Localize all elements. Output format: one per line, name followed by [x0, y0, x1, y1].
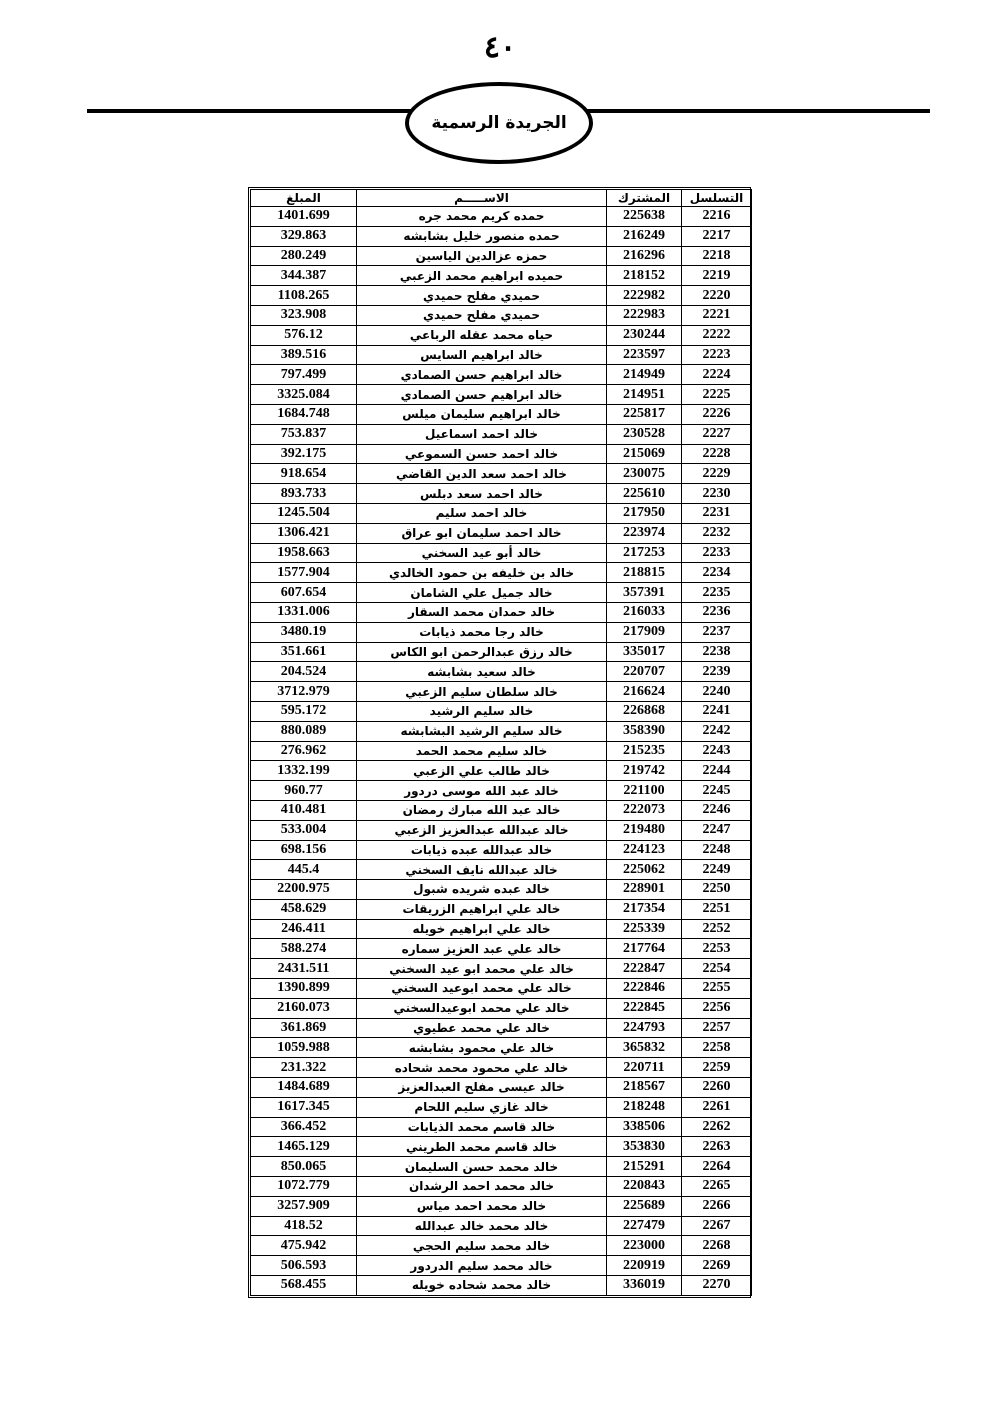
table-row [251, 919, 752, 939]
cell-serial: 2258 [682, 1038, 752, 1058]
table-row [251, 701, 752, 721]
table-row [251, 840, 752, 860]
table-row [251, 523, 752, 543]
payments-table [250, 189, 752, 1296]
cell-name: خالد عيسى مفلح العبدالعزيز [357, 1078, 607, 1098]
cell-subscriber: 223597 [607, 345, 682, 365]
cell-amount: 3712.979 [251, 682, 357, 702]
cell-name: خالد محمد حسن السليمان [357, 1157, 607, 1177]
cell-serial: 2262 [682, 1117, 752, 1137]
cell-name: خالد علي محمد ابوعيدالسخني [357, 998, 607, 1018]
cell-amount: 3257.909 [251, 1196, 357, 1216]
cell-subscriber: 218815 [607, 563, 682, 583]
cell-amount: 1465.129 [251, 1137, 357, 1157]
cell-subscriber: 218152 [607, 266, 682, 286]
cell-serial: 2248 [682, 840, 752, 860]
cell-subscriber: 223000 [607, 1236, 682, 1256]
cell-subscriber: 215291 [607, 1157, 682, 1177]
cell-serial: 2268 [682, 1236, 752, 1256]
cell-amount: 568.455 [251, 1276, 357, 1296]
cell-amount: 344.387 [251, 266, 357, 286]
cell-name: خالد علي محمد ابو عيد السخني [357, 959, 607, 979]
cell-amount: 595.172 [251, 701, 357, 721]
cell-serial: 2252 [682, 919, 752, 939]
cell-name: خالد غازي سليم اللحام [357, 1097, 607, 1117]
cell-amount: 1108.265 [251, 286, 357, 306]
cell-serial: 2230 [682, 484, 752, 504]
cell-serial: 2259 [682, 1058, 752, 1078]
cell-name: خالد عبده شريده شبول [357, 880, 607, 900]
cell-serial: 2265 [682, 1177, 752, 1197]
cell-amount: 1577.904 [251, 563, 357, 583]
cell-name: خالد سعيد بشابشه [357, 662, 607, 682]
cell-amount: 960.77 [251, 781, 357, 801]
cell-name: خالد احمد سعد دبلس [357, 484, 607, 504]
table-row [251, 721, 752, 741]
cell-amount: 231.322 [251, 1058, 357, 1078]
cell-subscriber: 215235 [607, 741, 682, 761]
cell-name: خالد بن خليفه بن حمود الخالدي [357, 563, 607, 583]
cell-amount: 850.065 [251, 1157, 357, 1177]
table-row [251, 642, 752, 662]
cell-amount: 323.908 [251, 305, 357, 325]
cell-name: خالد محمد احمد الرشدان [357, 1177, 607, 1197]
cell-name: خالد علي محمود محمد شحاده [357, 1058, 607, 1078]
table-row [251, 503, 752, 523]
table-row [251, 602, 752, 622]
cell-serial: 2254 [682, 959, 752, 979]
table-row [251, 899, 752, 919]
cell-serial: 2228 [682, 444, 752, 464]
cell-serial: 2249 [682, 860, 752, 880]
table-row [251, 1276, 752, 1296]
cell-serial: 2222 [682, 325, 752, 345]
table-row [251, 325, 752, 345]
cell-name: خالد محمد خالد عبدالله [357, 1216, 607, 1236]
cell-name: خالد احمد حسن السموعي [357, 444, 607, 464]
table-row [251, 484, 752, 504]
cell-name: خالد محمد شحاده خويله [357, 1276, 607, 1296]
cell-amount: 753.837 [251, 424, 357, 444]
cell-subscriber: 222845 [607, 998, 682, 1018]
cell-name: خالد ابراهيم سليمان ميلس [357, 404, 607, 424]
cell-name: حياه محمد عقله الرباعي [357, 325, 607, 345]
table-row [251, 345, 752, 365]
cell-amount: 1306.421 [251, 523, 357, 543]
table-row [251, 266, 752, 286]
cell-amount: 1059.988 [251, 1038, 357, 1058]
table-row [251, 959, 752, 979]
cell-subscriber: 225062 [607, 860, 682, 880]
cell-subscriber: 219742 [607, 761, 682, 781]
cell-name: خالد عبد الله مبارك رمضان [357, 800, 607, 820]
cell-subscriber: 216624 [607, 682, 682, 702]
table-row [251, 365, 752, 385]
cell-subscriber: 220919 [607, 1256, 682, 1276]
table-row [251, 226, 752, 246]
cell-serial: 2264 [682, 1157, 752, 1177]
cell-amount: 1617.345 [251, 1097, 357, 1117]
cell-subscriber: 217764 [607, 939, 682, 959]
cell-name: خالد جميل علي الشامان [357, 583, 607, 603]
cell-amount: 3480.19 [251, 622, 357, 642]
cell-serial: 2221 [682, 305, 752, 325]
table-row [251, 286, 752, 306]
table-row [251, 622, 752, 642]
cell-amount: 361.869 [251, 1018, 357, 1038]
cell-subscriber: 222847 [607, 959, 682, 979]
cell-subscriber: 335017 [607, 642, 682, 662]
cell-serial: 2217 [682, 226, 752, 246]
table-row [251, 444, 752, 464]
table-row [251, 741, 752, 761]
cell-name: خالد عبدالله نايف السخني [357, 860, 607, 880]
cell-serial: 2227 [682, 424, 752, 444]
cell-subscriber: 215069 [607, 444, 682, 464]
gazette-title: الجريدة الرسمية [431, 113, 567, 133]
table-row [251, 207, 752, 227]
cell-name: حميده ابراهيم محمد الزعبي [357, 266, 607, 286]
cell-serial: 2219 [682, 266, 752, 286]
cell-serial: 2240 [682, 682, 752, 702]
cell-name: خالد رزق عبدالرحمن ابو الكاس [357, 642, 607, 662]
cell-subscriber: 357391 [607, 583, 682, 603]
table-row [251, 781, 752, 801]
cell-amount: 366.452 [251, 1117, 357, 1137]
cell-subscriber: 227479 [607, 1216, 682, 1236]
cell-amount: 389.516 [251, 345, 357, 365]
table-row [251, 1097, 752, 1117]
cell-subscriber: 224793 [607, 1018, 682, 1038]
cell-subscriber: 220711 [607, 1058, 682, 1078]
cell-subscriber: 225610 [607, 484, 682, 504]
table-row [251, 563, 752, 583]
cell-serial: 2229 [682, 464, 752, 484]
cell-name: خالد سلطان سليم الزعبي [357, 682, 607, 702]
cell-name: خالد سليم الرشيد [357, 701, 607, 721]
table-row [251, 464, 752, 484]
table-row [251, 1117, 752, 1137]
table-row [251, 1038, 752, 1058]
table-row [251, 385, 752, 405]
cell-name: خالد أبو عيد السخني [357, 543, 607, 563]
cell-name: خالد احمد سليم [357, 503, 607, 523]
cell-subscriber: 230244 [607, 325, 682, 345]
cell-serial: 2223 [682, 345, 752, 365]
cell-name: حمده منصور خليل بشابشه [357, 226, 607, 246]
cell-amount: 893.733 [251, 484, 357, 504]
cell-amount: 797.499 [251, 365, 357, 385]
cell-subscriber: 225817 [607, 404, 682, 424]
cell-serial: 2226 [682, 404, 752, 424]
table-row [251, 662, 752, 682]
cell-name: خالد سليم الرشيد البشابشه [357, 721, 607, 741]
table-row [251, 1196, 752, 1216]
cell-subscriber: 216296 [607, 246, 682, 266]
page-number: ٤٠ [483, 30, 517, 65]
table-row [251, 1177, 752, 1197]
header-oval [405, 82, 593, 164]
cell-subscriber: 222846 [607, 979, 682, 999]
cell-amount: 2431.511 [251, 959, 357, 979]
cell-amount: 3325.084 [251, 385, 357, 405]
cell-serial: 2239 [682, 662, 752, 682]
table-row [251, 1137, 752, 1157]
cell-subscriber: 218248 [607, 1097, 682, 1117]
cell-subscriber: 365832 [607, 1038, 682, 1058]
cell-amount: 918.654 [251, 464, 357, 484]
cell-subscriber: 218567 [607, 1078, 682, 1098]
table-row [251, 1157, 752, 1177]
cell-serial: 2224 [682, 365, 752, 385]
table-row [251, 880, 752, 900]
cell-subscriber: 214951 [607, 385, 682, 405]
table-body [251, 207, 752, 1296]
cell-name: خالد رجا محمد ذيابات [357, 622, 607, 642]
cell-subscriber: 217909 [607, 622, 682, 642]
cell-amount: 204.524 [251, 662, 357, 682]
cell-amount: 1390.899 [251, 979, 357, 999]
cell-amount: 576.12 [251, 325, 357, 345]
cell-name: خالد محمد سليم الدردور [357, 1256, 607, 1276]
cell-serial: 2225 [682, 385, 752, 405]
cell-name: خالد علي محمد عطيوي [357, 1018, 607, 1038]
cell-amount: 880.089 [251, 721, 357, 741]
cell-subscriber: 225638 [607, 207, 682, 227]
cell-amount: 246.411 [251, 919, 357, 939]
table-row [251, 543, 752, 563]
cell-serial: 2245 [682, 781, 752, 801]
cell-subscriber: 222983 [607, 305, 682, 325]
cell-subscriber: 225339 [607, 919, 682, 939]
table-row [251, 305, 752, 325]
cell-subscriber: 336019 [607, 1276, 682, 1296]
cell-name: خالد احمد سليمان ابو عراق [357, 523, 607, 543]
cell-name: خالد احمد سعد الدين القاضي [357, 464, 607, 484]
cell-amount: 1401.699 [251, 207, 357, 227]
cell-subscriber: 216033 [607, 602, 682, 622]
table-row [251, 1256, 752, 1276]
table-header-row [251, 190, 752, 207]
cell-serial: 2251 [682, 899, 752, 919]
cell-serial: 2241 [682, 701, 752, 721]
cell-subscriber: 230528 [607, 424, 682, 444]
cell-subscriber: 217354 [607, 899, 682, 919]
cell-amount: 329.863 [251, 226, 357, 246]
cell-name: خالد ابراهيم حسن الصمادي [357, 365, 607, 385]
cell-serial: 2260 [682, 1078, 752, 1098]
cell-amount: 1072.779 [251, 1177, 357, 1197]
cell-serial: 2220 [682, 286, 752, 306]
cell-name: خالد محمد احمد مياس [357, 1196, 607, 1216]
cell-name: خالد عبد الله موسى دردور [357, 781, 607, 801]
cell-amount: 1684.748 [251, 404, 357, 424]
cell-serial: 2266 [682, 1196, 752, 1216]
cell-serial: 2261 [682, 1097, 752, 1117]
cell-subscriber: 217253 [607, 543, 682, 563]
table-row [251, 1018, 752, 1038]
cell-subscriber: 222073 [607, 800, 682, 820]
cell-name: خالد احمد اسماعيل [357, 424, 607, 444]
cell-name: خالد علي عبد العزيز سماره [357, 939, 607, 959]
cell-subscriber: 217950 [607, 503, 682, 523]
table-row [251, 1216, 752, 1236]
cell-serial: 2242 [682, 721, 752, 741]
cell-serial: 2256 [682, 998, 752, 1018]
cell-serial: 2232 [682, 523, 752, 543]
cell-amount: 445.4 [251, 860, 357, 880]
table-row [251, 939, 752, 959]
table-row [251, 1058, 752, 1078]
cell-subscriber: 221100 [607, 781, 682, 801]
cell-name: حمده كريم محمد جره [357, 207, 607, 227]
cell-name: خالد قاسم محمد الطريني [357, 1137, 607, 1157]
table-row [251, 404, 752, 424]
cell-serial: 2244 [682, 761, 752, 781]
cell-amount: 418.52 [251, 1216, 357, 1236]
cell-name: خالد عبدالله عبدالعزيز الزعبي [357, 820, 607, 840]
cell-serial: 2246 [682, 800, 752, 820]
cell-subscriber: 358390 [607, 721, 682, 741]
cell-amount: 1484.689 [251, 1078, 357, 1098]
cell-subscriber: 223974 [607, 523, 682, 543]
table-row [251, 1078, 752, 1098]
table-row [251, 583, 752, 603]
cell-serial: 2243 [682, 741, 752, 761]
table-row [251, 998, 752, 1018]
cell-serial: 2238 [682, 642, 752, 662]
cell-subscriber: 224123 [607, 840, 682, 860]
cell-amount: 1245.504 [251, 503, 357, 523]
cell-name: حمزه عزالدين الياسين [357, 246, 607, 266]
cell-name: خالد علي ابراهيم خويله [357, 919, 607, 939]
cell-subscriber: 353830 [607, 1137, 682, 1157]
table-row [251, 682, 752, 702]
cell-name: خالد علي محمود بشابشه [357, 1038, 607, 1058]
header-serial: التسلسل [682, 190, 752, 207]
cell-serial: 2218 [682, 246, 752, 266]
cell-amount: 2160.073 [251, 998, 357, 1018]
cell-name: خالد طالب علي الزعبي [357, 761, 607, 781]
cell-amount: 2200.975 [251, 880, 357, 900]
cell-subscriber: 214949 [607, 365, 682, 385]
cell-serial: 2267 [682, 1216, 752, 1236]
cell-serial: 2247 [682, 820, 752, 840]
cell-subscriber: 230075 [607, 464, 682, 484]
cell-amount: 533.004 [251, 820, 357, 840]
cell-subscriber: 222982 [607, 286, 682, 306]
cell-amount: 588.274 [251, 939, 357, 959]
cell-serial: 2270 [682, 1276, 752, 1296]
cell-name: خالد محمد سليم الحجي [357, 1236, 607, 1256]
cell-subscriber: 225689 [607, 1196, 682, 1216]
cell-amount: 1332.199 [251, 761, 357, 781]
table-row [251, 820, 752, 840]
cell-serial: 2269 [682, 1256, 752, 1276]
cell-amount: 607.654 [251, 583, 357, 603]
table-row [251, 1236, 752, 1256]
table-row [251, 800, 752, 820]
header-amount: المبلغ [251, 190, 357, 207]
cell-subscriber: 228901 [607, 880, 682, 900]
cell-amount: 276.962 [251, 741, 357, 761]
table-row [251, 860, 752, 880]
cell-serial: 2250 [682, 880, 752, 900]
cell-serial: 2234 [682, 563, 752, 583]
cell-subscriber: 220843 [607, 1177, 682, 1197]
cell-name: حميدي مفلح حميدي [357, 305, 607, 325]
cell-amount: 698.156 [251, 840, 357, 860]
cell-amount: 458.629 [251, 899, 357, 919]
cell-serial: 2253 [682, 939, 752, 959]
cell-amount: 351.661 [251, 642, 357, 662]
cell-serial: 2237 [682, 622, 752, 642]
cell-serial: 2235 [682, 583, 752, 603]
cell-amount: 280.249 [251, 246, 357, 266]
cell-amount: 410.481 [251, 800, 357, 820]
cell-amount: 1958.663 [251, 543, 357, 563]
cell-name: خالد علي محمد ابوعيد السخني [357, 979, 607, 999]
cell-subscriber: 338506 [607, 1117, 682, 1137]
cell-serial: 2263 [682, 1137, 752, 1157]
cell-amount: 392.175 [251, 444, 357, 464]
cell-serial: 2257 [682, 1018, 752, 1038]
header-name: الاســـــم [357, 190, 607, 207]
table-row [251, 761, 752, 781]
cell-name: خالد ابراهيم حسن الصمادي [357, 385, 607, 405]
table-row [251, 424, 752, 444]
cell-subscriber: 226868 [607, 701, 682, 721]
cell-amount: 475.942 [251, 1236, 357, 1256]
table-row [251, 246, 752, 266]
cell-serial: 2255 [682, 979, 752, 999]
cell-serial: 2216 [682, 207, 752, 227]
header-subscriber: المشترك [607, 190, 682, 207]
cell-subscriber: 219480 [607, 820, 682, 840]
cell-serial: 2231 [682, 503, 752, 523]
cell-name: خالد سليم محمد الحمد [357, 741, 607, 761]
payments-table-frame [248, 187, 751, 1298]
cell-name: خالد علي ابراهيم الزريقات [357, 899, 607, 919]
cell-subscriber: 216249 [607, 226, 682, 246]
cell-amount: 1331.006 [251, 602, 357, 622]
cell-name: حميدي مفلح حميدي [357, 286, 607, 306]
cell-serial: 2236 [682, 602, 752, 622]
cell-name: خالد عبدالله عبده ذيابات [357, 840, 607, 860]
cell-name: خالد حمدان محمد السقار [357, 602, 607, 622]
cell-serial: 2233 [682, 543, 752, 563]
table-row [251, 979, 752, 999]
cell-name: خالد قاسم محمد الذيابات [357, 1117, 607, 1137]
cell-subscriber: 220707 [607, 662, 682, 682]
cell-amount: 506.593 [251, 1256, 357, 1276]
cell-name: خالد ابراهيم السايس [357, 345, 607, 365]
